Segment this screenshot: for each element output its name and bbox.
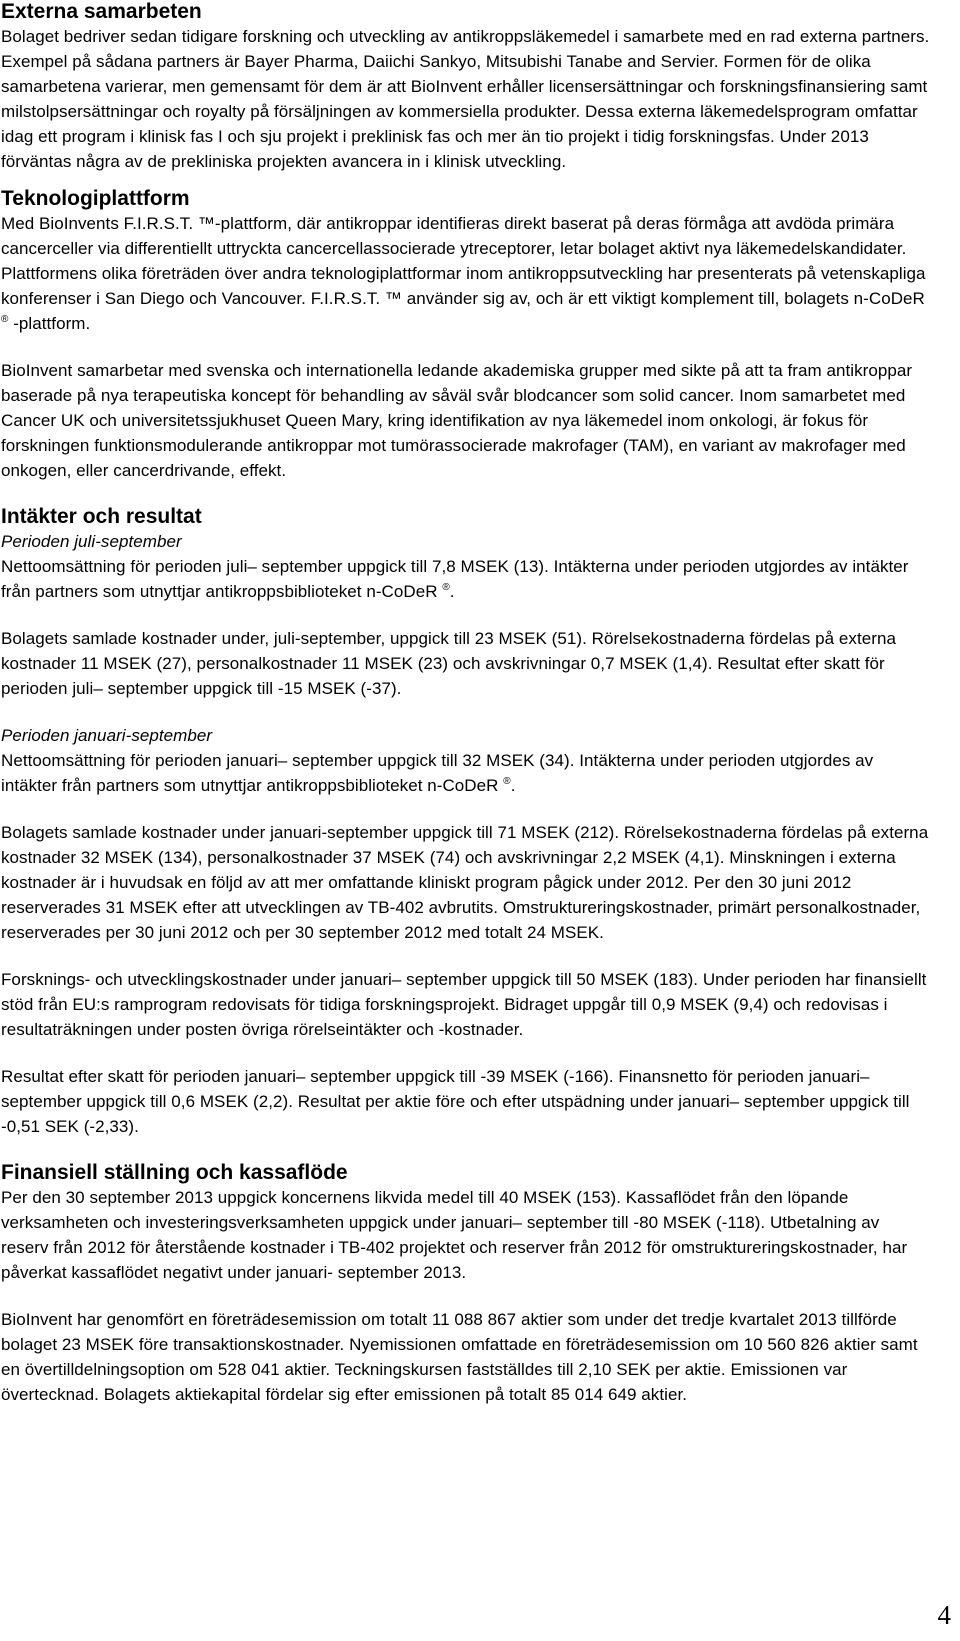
paragraph: Resultat efter skatt för perioden januari– september uppgick till -39 MSEK (-166). Finansnetto för perioden januari– september uppgick till 0,6 MSEK (2,2). Resultat per aktie före och efter utspädning under januari– september uppgick till -0,51 SEK (-2,33). xyxy=(1,1067,910,1136)
paragraph-text: Nettoomsättning för perioden januari– september uppgick till 32 MSEK (34). Intäkterna under perioden utgjordes av intäkter från partners som utnyttjar antikroppsbiblioteket n-CoDeR xyxy=(1,751,874,795)
paragraph: BioInvent samarbetar med svenska och internationella ledande akademiska grupper med sikte på att ta fram antikroppar baserade på nya terapeutiska koncept för behandling av såväl svår blodcancer som solid cancer. Inom samarbetet med Cancer UK och universitetssjukhuset Queen Mary, kring identifikation av nya läkemedel inom onkologi, är fokus för forskningen funktionsmodulerande antikroppar mot tumörassocierade makrofager (TAM), en variant av makrofager med onkogen, eller cancerdrivande, effekt. xyxy=(1,361,913,480)
paragraph-text: Nettoomsättning för perioden juli– september uppgick till 7,8 MSEK (13). Intäkterna under perioden utgjordes av intäkter från partners som utnyttjar antikroppsbiblioteket n-CoDeR xyxy=(1,557,909,601)
registered-mark: ® xyxy=(442,582,450,593)
heading-teknologiplattform: Teknologiplattform xyxy=(1,187,190,210)
paragraph: Forsknings- och utvecklingskostnader under januari– september uppgick till 50 MSEK (183). Under perioden har finansiellt stöd från EU:s ramprogram redovisats för tidiga forskningsprojekt. Bidraget uppgår till 0,9 MSEK (9,4) och redovisas i resultaträkningen under posten övriga rörelseintäkter och -kostnader. xyxy=(1,970,927,1039)
paragraph: Bolaget bedriver sedan tidigare forskning och utveckling av antikroppsläkemedel i samarbete med en rad externa partners. Exempel på sådana partners är Bayer Pharma, Daiichi Sankyo, Mitsubishi Tanabe and Servier. Formen för de olika samarbetena varierar, men gemensamt för dem är att BioInvent erhåller licensersättningar och forskningsfinansiering samt milstolpsersättningar och royalty på försäljningen av kommersiella produkter. Dessa externa läkemedelsprogram omfattar idag ett program i klinisk fas I och sju projekt i preklinisk fas och mer än tio projekt i tidig forskningsfas. Under 2013 förväntas några av de prekliniska projekten avancera in i klinisk utveckling. xyxy=(1,27,930,171)
paragraph xyxy=(1,211,931,336)
paragraph: BioInvent har genomfört en företrädesemission om totalt 11 088 867 aktier som under det tredje kvartalet 2013 tillförde bolaget 23 MSEK före transaktionskostnader. Nyemissionen omfattade en företrädesemission om 10 560 826 aktier samt en övertilldelningsoption om 528 041 aktier. Teckningskursen fastställdes till 2,10 SEK per aktie. Emissionen var övertecknad. Bolagets aktiekapital fördelar sig efter emissionen på totalt 85 014 649 aktier. xyxy=(1,1310,918,1404)
paragraph-text: -plattform. xyxy=(13,314,91,333)
heading-intakter-och-resultat: Intäkter och resultat xyxy=(1,505,202,528)
subheading-januari-september: Perioden januari-september xyxy=(1,726,213,745)
heading-finansiell-stallning: Finansiell ställning och kassaflöde xyxy=(1,1161,348,1184)
section-externa-samarbeten xyxy=(1,0,931,174)
registered-mark: ® xyxy=(1,314,9,325)
paragraph-text: . xyxy=(510,776,516,795)
paragraph-text: Med BioInvents F.I.R.S.T. ™-plattform, där antikroppar identifieras direkt baserat på deras förmåga att avdöda primära cancerceller via differentiellt uttryckta cancercellassocierade ytreceptorer, letar bolaget aktivt nya läkemedelskandidater. Plattformens olika företräden över andra teknologiplattformar inom antikroppsutveckling har presenterats på vetenskapliga konferenser i San Diego och Vancouver. F.I.R.S.T. ™ använder sig av, och är ett viktigt komplement till, bolagets n-CoDeR xyxy=(1,214,926,308)
section-teknologiplattform xyxy=(1,187,931,483)
section-finansiell-stallning xyxy=(1,1161,931,1407)
paragraph xyxy=(1,554,931,604)
heading-externa-samarbeten: Externa samarbeten xyxy=(1,0,202,23)
page-number: 4 xyxy=(937,1600,951,1630)
subheading-juli-september: Perioden juli-september xyxy=(1,532,182,551)
section-intakter-och-resultat xyxy=(1,505,931,1139)
paragraph: Bolagets samlade kostnader under, juli-september, uppgick till 23 MSEK (51). Rörelsekostnaderna fördelas på externa kostnader 11 MSEK (27), personalkostnader 11 MSEK (23) och avskrivningar 0,7 MSEK (1,4). Resultat efter skatt för perioden juli– september uppgick till -15 MSEK (-37). xyxy=(1,629,896,698)
paragraph: Bolagets samlade kostnader under januari-september uppgick till 71 MSEK (212). Rörelsekostnaderna fördelas på externa kostnader 32 MSEK (134), personalkostnader 37 MSEK (74) och avskrivningar 2,2 MSEK (4,1). Minskningen i externa kostnader är i huvudsak en följd av att mer omfattande kliniskt program pågick under 2012. Per den 30 juni 2012 reserverades 31 MSEK efter att utvecklingen av TB-402 avbrutits. Omstruktureringskostnader, primärt personalkostnader, reserverades per 30 juni 2012 och per 30 september 2012 med totalt 24 MSEK. xyxy=(1,823,929,942)
paragraph: Per den 30 september 2013 uppgick koncernens likvida medel till 40 MSEK (153). Kassaflödet från den löpande verksamheten och investeringsverksamheten uppgick under januari– september till -80 MSEK (-118). Utbetalning av reserv från 2012 för återstående kostnader i TB-402 projektet och reserver från 2012 för omstruktureringskostnader, har påverkat kassaflödet negativt under januari- september 2013. xyxy=(1,1188,908,1282)
paragraph xyxy=(1,748,931,798)
registered-mark: ® xyxy=(503,776,511,787)
paragraph-text: . xyxy=(449,582,455,601)
